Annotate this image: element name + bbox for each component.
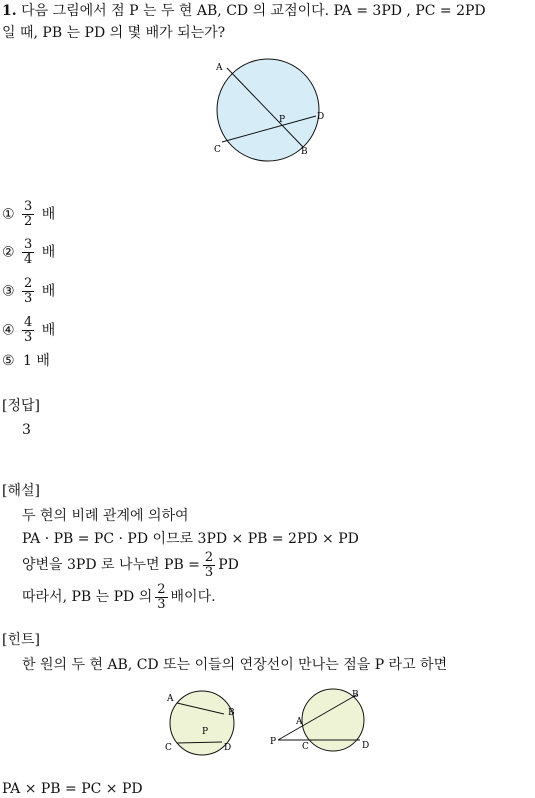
hint2-label-b: B xyxy=(352,690,359,700)
label-b: B xyxy=(301,147,308,157)
explanation-line-4a: 따라서, PB 는 PD 의 xyxy=(22,589,153,605)
label-c: C xyxy=(214,145,221,155)
choice-5-unit: 배 xyxy=(36,353,50,369)
figure-hint-chords xyxy=(162,688,242,758)
hint-formula: PA × PB = PC × PD xyxy=(2,781,143,797)
question-number: 1. xyxy=(2,3,17,19)
explanation-line-3-fraction xyxy=(203,551,215,580)
choice-2-mark: ② xyxy=(2,244,15,261)
explanation-line-2: PA · PB = PC · PD 이므로 3PD × PB = 2PD × PD xyxy=(22,531,359,547)
choice-5-value: 1 xyxy=(23,353,32,369)
explanation-line-4-den: 3 xyxy=(157,596,166,612)
question-text-2: 일 때, PB 는 PD 의 몇 배가 되는가? xyxy=(2,25,226,41)
hint1-label-a: A xyxy=(167,694,174,704)
hint-line-1: 한 원의 두 현 AB, CD 또는 이들의 연장선이 만나는 점을 P 라고 하면 xyxy=(22,657,448,673)
explanation-line-4-fraction xyxy=(155,583,167,612)
explanation-line-4-num: 2 xyxy=(157,581,166,597)
explanation-line-4 xyxy=(22,580,216,614)
choice-4-fraction xyxy=(22,316,34,345)
question-line-1 xyxy=(2,2,486,20)
choice-3-fraction xyxy=(22,277,34,306)
choice-4-unit: 배 xyxy=(41,322,56,339)
choice-3[interactable] xyxy=(2,277,55,306)
explanation-line-3-num: 2 xyxy=(204,549,214,565)
hint2-label-d: D xyxy=(362,741,370,751)
choice-2-fraction xyxy=(22,238,34,267)
explanation-line-3a: 양변을 3PD 로 나누면 PB = xyxy=(22,557,200,573)
hint2-label-p: P xyxy=(270,737,277,747)
explanation-line-4b: 배이다. xyxy=(170,589,216,605)
choice-4[interactable] xyxy=(2,316,55,345)
hint1-label-b: B xyxy=(228,708,235,718)
choice-1-mark: ① xyxy=(2,206,15,223)
choice-2-unit: 배 xyxy=(41,244,56,261)
choice-2-num: 3 xyxy=(24,237,33,252)
hint1-label-c: C xyxy=(165,743,172,753)
hint1-label-p: P xyxy=(202,727,209,737)
choice-5[interactable] xyxy=(2,352,50,370)
choice-3-unit: 배 xyxy=(41,283,56,300)
choice-1-fraction xyxy=(22,200,34,229)
choice-4-num: 4 xyxy=(24,315,33,330)
choice-4-mark: ④ xyxy=(2,322,15,339)
choice-3-den: 3 xyxy=(24,291,33,306)
label-p: P xyxy=(279,115,286,125)
hint-header: [힌트] xyxy=(2,632,40,648)
choice-2-den: 4 xyxy=(24,252,33,267)
choice-1-den: 2 xyxy=(24,214,33,229)
explanation-line-1: 두 현의 비례 관계에 의하여 xyxy=(22,508,189,524)
choice-4-den: 3 xyxy=(24,330,33,345)
choice-3-mark: ③ xyxy=(2,283,15,300)
choice-1[interactable] xyxy=(2,200,55,229)
answer-header: [정답] xyxy=(2,398,40,414)
explanation-line-3-den: 3 xyxy=(204,564,214,580)
hint1-label-d: D xyxy=(224,743,232,753)
choice-2[interactable] xyxy=(2,238,55,267)
figure-chord-diagram xyxy=(205,58,335,166)
question-text-1: 다음 그림에서 점 P 는 두 현 AB, CD 의 교점이다. PA = 3PD , PC = 2PD xyxy=(21,3,486,19)
hint2-label-c: C xyxy=(302,742,309,752)
hint2-label-a: A xyxy=(296,717,303,727)
label-a: A xyxy=(216,63,223,73)
choice-1-unit: 배 xyxy=(41,206,56,223)
figure-hint-secants xyxy=(268,686,378,758)
question-line-2 xyxy=(2,24,225,42)
answer-value: 3 xyxy=(22,422,31,438)
choice-5-mark: ⑤ xyxy=(2,353,15,369)
choice-1-num: 3 xyxy=(24,199,33,214)
explanation-line-3b: PD xyxy=(218,557,239,573)
choice-3-num: 2 xyxy=(24,276,33,291)
explanation-header: [해설] xyxy=(2,483,40,499)
label-d: D xyxy=(317,112,325,122)
explanation-line-3 xyxy=(22,548,239,582)
